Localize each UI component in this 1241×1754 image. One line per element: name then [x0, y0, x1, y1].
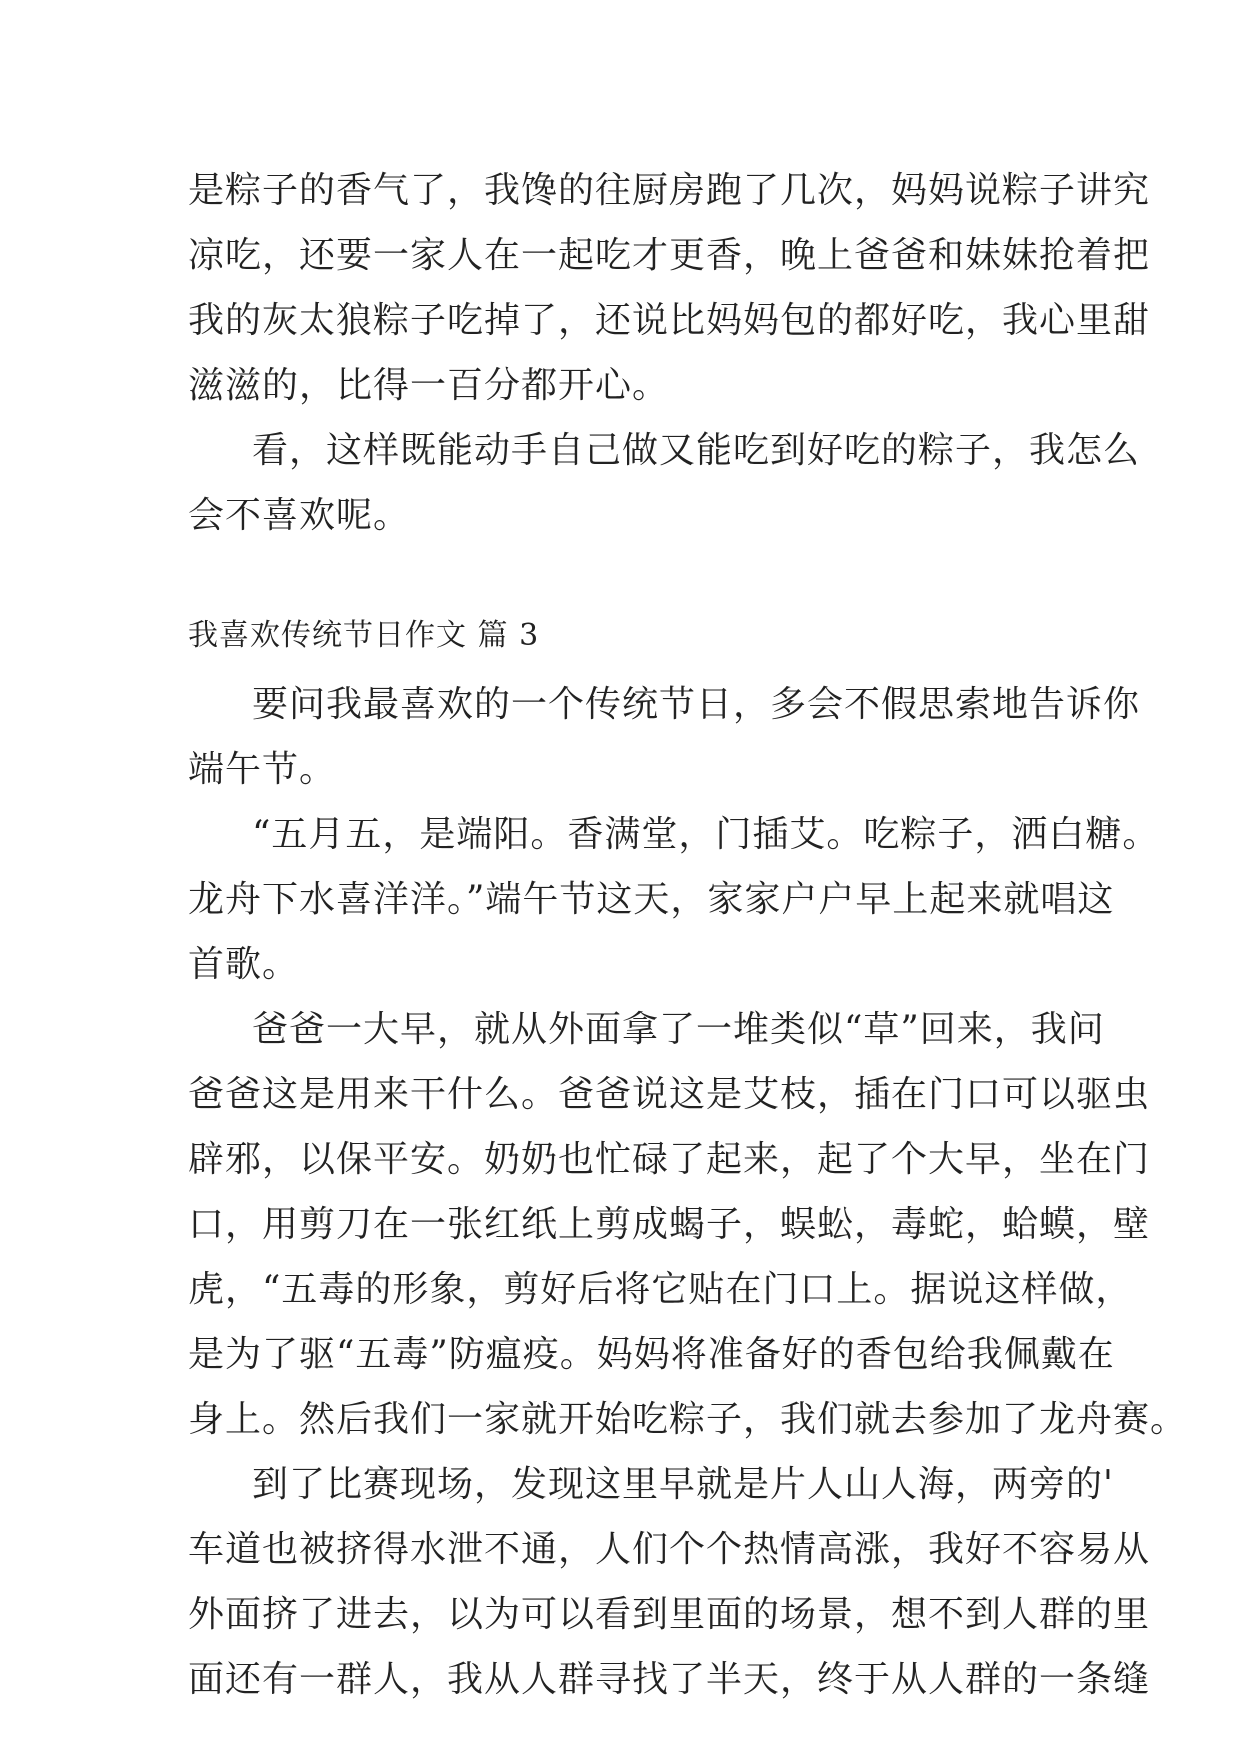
paragraph — [188, 1452, 1151, 1712]
text-line: 车道也被挤得水泄不通，人们个个热情高涨，我好不容易从 — [188, 1529, 1151, 1570]
text-line: 凉吃，还要一家人在一起吃才更香，晚上爸爸和妹妹抢着把 — [188, 235, 1151, 276]
text-line: 看，这样既能动手自己做又能吃到好吃的粽子，我怎么 — [252, 430, 1141, 471]
text-line: 面还有一群人，我从人群寻找了半天，终于从人群的一条缝 — [188, 1659, 1151, 1700]
text-line: 到了比赛现场，发现这里早就是片人山人海，两旁的' — [252, 1464, 1114, 1505]
text-line: 是为了驱“五毒”防瘟疫。妈妈将准备好的香包给我佩戴在 — [188, 1334, 1115, 1375]
paragraph — [188, 997, 1188, 1452]
text-line: 爸爸这是用来干什么。爸爸说这是艾枝，插在门口可以驱虫 — [188, 1074, 1151, 1115]
text-line: 口，用剪刀在一张红纸上剪成蝎子，蜈蚣，毒蛇，蛤蟆，壁 — [188, 1204, 1151, 1245]
text-line: 外面挤了进去，以为可以看到里面的场景，想不到人群的里 — [188, 1594, 1151, 1635]
text-line: 虎，“五毒的形象，剪好后将它贴在门口上。据说这样做， — [188, 1269, 1133, 1310]
text-line: “五月五，是端阳。香满堂，门插艾。吃粽子，洒白糖。 — [252, 814, 1160, 855]
paragraph — [188, 802, 1160, 997]
text-line: 是粽子的香气了，我馋的往厨房跑了几次，妈妈说粽子讲究 — [188, 170, 1151, 211]
paragraph — [188, 418, 1141, 548]
text-line: 首歌。 — [188, 944, 300, 985]
paragraph — [188, 672, 1141, 802]
text-line: 辟邪，以保平安。奶奶也忙碌了起来，起了个大早，坐在门 — [188, 1139, 1151, 1180]
document-body — [188, 158, 1188, 1712]
text-line: 我的灰太狼粽子吃掉了，还说比妈妈包的都好吃，我心里甜 — [188, 300, 1151, 341]
text-line: 会不喜欢呢。 — [188, 495, 411, 536]
paragraph — [188, 158, 1151, 418]
text-line: 滋滋的，比得一百分都开心。 — [188, 365, 670, 406]
text-line: 爸爸一大早，就从外面拿了一堆类似“草”回来，我问 — [252, 1009, 1105, 1050]
section-title: 我喜欢传统节日作文 篇 3 — [188, 618, 540, 653]
text-line: 端午节。 — [188, 749, 337, 790]
text-line: 身上。然后我们一家就开始吃粽子，我们就去参加了龙舟赛。 — [188, 1399, 1188, 1440]
text-line: 龙舟下水喜洋洋。”端午节这天，家家户户早上起来就唱这 — [188, 879, 1115, 920]
text-line: 要问我最喜欢的一个传统节日，多会不假思索地告诉你 — [252, 684, 1141, 725]
